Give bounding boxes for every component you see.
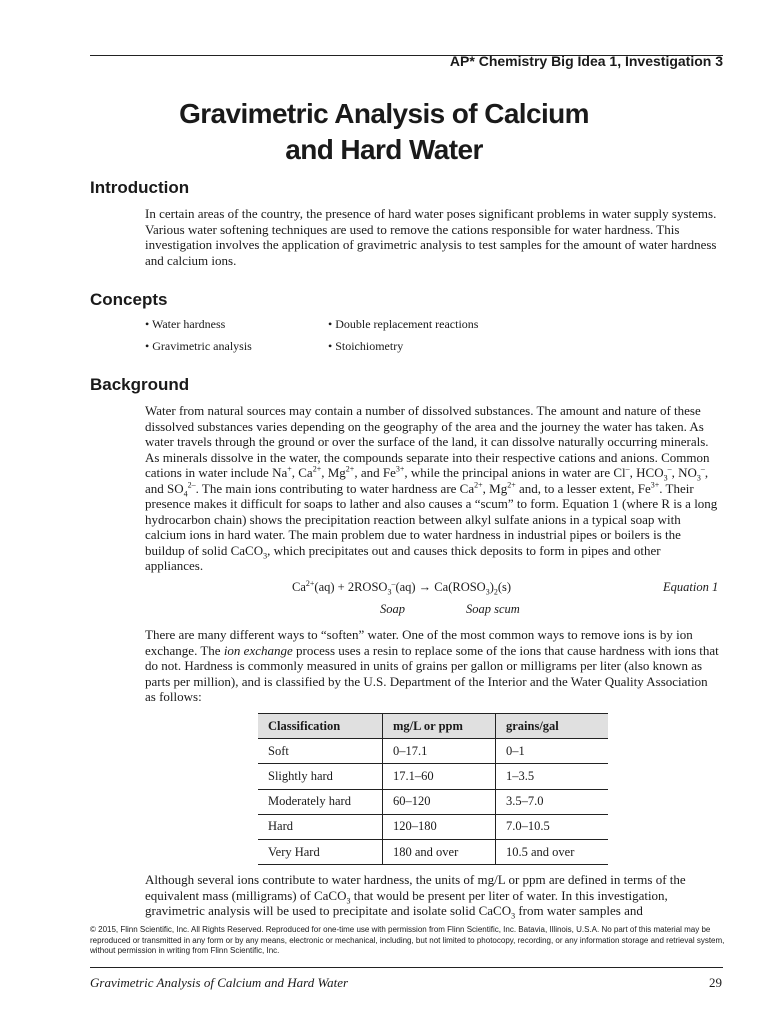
table-cell: 60–120	[383, 789, 496, 814]
background-heading: Background	[90, 375, 190, 394]
table-row	[258, 764, 608, 789]
concept-item: • Stoichiometry	[328, 339, 404, 353]
equation-1: $Ca^{2+}(aq)$ + $2ROSO_3^-(aq)$ → $Ca(ROSO_3)_2(s)$	[292, 578, 512, 597]
table-row	[258, 789, 608, 814]
table-cell: 180 and over	[383, 839, 496, 864]
footer-rule	[90, 967, 723, 968]
table-row	[258, 814, 608, 839]
equation-label: Equation 1	[663, 580, 719, 594]
background-paragraph-3: Although several ions contribute to water hardness, the units of mg/L or ppm are defined in terms of the equivalent mass (milligrams) of CaCO$_3$ that would be present per liter of water. In this investigation, gravimetric analysis will be used to precipitate and isolate solid CaCO$_3$ from water samples and	[145, 872, 686, 921]
table-cell: 120–180	[383, 814, 496, 839]
table-cell: Very Hard	[258, 839, 383, 864]
concept-item: • Gravimetric analysis	[145, 339, 252, 353]
background-paragraph-2: There are many different ways to “soften” water. One of the most common ways to remove ions is by ion exchange. The ion exchange process uses a resin to replace some of the ions that cause hardness with ions that do not. Hardness is commonly measured in units of grains per gallon or milligrams per liter (also known as parts per million), and is classified by the U.S. Department of the Interior and the Water Quality Association as follows:	[145, 627, 719, 704]
page-number: 29	[709, 975, 722, 990]
page-title-line-2: and Hard Water	[285, 134, 483, 165]
concept-item: • Water hardness	[145, 317, 226, 331]
background-paragraph-1: Water from natural sources may contain a number of dissolved substances. The amount and nature of these dissolved substances varies depending on the geography of the area and the journey the water has taken. As water travels through the ground or over the surface of the land, it can dissolve naturally occurring minerals. As minerals dissolve in the water, the compounds separate into their respective cations and anions. Common cations in water include Na+, $Ca^{2+}$, $Mg^{2+}$, and $Fe^{3+}$, while the principal anions in water are Cl–, $HCO_3^-$, $NO_3^-$, and $SO_4^{2-}$. The main ions contributing to water hardness are $Ca^{2+}$, $Mg^{2+}$ and, to a lesser extent, $Fe^{3+}$. Their presence makes it difficult for soaps to lather and also causes a “scum” to form. Equation 1 (where R is a long hydrocarbon chain) shows the precipitation reaction between alkyl sulfate anions in a typical soap with calcium ions in hard water. The main problem due to water hardness in industrial pipes or boilers is the buildup of solid CaCO$_3$, which precipitates out and causes thick deposits to form in pipes and other appliances.	[145, 403, 718, 573]
water-hardness-table	[258, 713, 608, 865]
soap-label: Soap	[380, 602, 405, 616]
series-title: AP* Chemistry Big Idea 1, Investigation 3	[449, 53, 723, 69]
copyright-notice: © 2015, Flinn Scientific, Inc. All Rights Reserved. Reproduced for one-time use with permission from Flinn Scientific, Inc. Batavia, Illinois, U.S.A. No part of this material may be reproduced or transmitted in any form or by any means, electronic or mechanical, including, but not limited to photocopy, recording, or any information storage and retrieval system, without permission in writing from Flinn Scientific, Inc.	[90, 925, 725, 955]
concepts-heading: Concepts	[90, 290, 168, 309]
table-cell: Hard	[258, 814, 383, 839]
table-row	[258, 839, 608, 864]
table-cell: Slightly hard	[258, 764, 383, 789]
table-row	[258, 739, 608, 764]
table-cell: 10.5 and over	[496, 839, 609, 864]
table-cell: 1–3.5	[496, 764, 609, 789]
table-cell: 0–17.1	[383, 739, 496, 764]
page-title-line-1: Gravimetric Analysis of Calcium	[179, 98, 589, 129]
table-header-row	[258, 714, 608, 739]
table-cell: Soft	[258, 739, 383, 764]
footer-title: Gravimetric Analysis of Calcium and Hard Water	[90, 975, 349, 990]
table-cell: Moderately hard	[258, 789, 383, 814]
table-cell: 3.5–7.0	[496, 789, 609, 814]
introduction-heading: Introduction	[90, 178, 190, 197]
table-header: Classification	[258, 714, 383, 739]
introduction-text: In certain areas of the country, the presence of hard water poses significant problems in water supply systems. Various water softening techniques are used to remove the cations responsible for water hardness. This investigation involves the application of gravimetric analysis to test samples for the amount of water hardness and calcium ions.	[145, 206, 717, 268]
concept-item: • Double replacement reactions	[328, 317, 479, 331]
table-header: mg/L or ppm	[383, 714, 496, 739]
table-cell: 0–1	[496, 739, 609, 764]
table-cell: 7.0–10.5	[496, 814, 609, 839]
soap-scum-label: Soap scum	[466, 602, 520, 616]
table-cell: 17.1–60	[383, 764, 496, 789]
table-header: grains/gal	[496, 714, 609, 739]
